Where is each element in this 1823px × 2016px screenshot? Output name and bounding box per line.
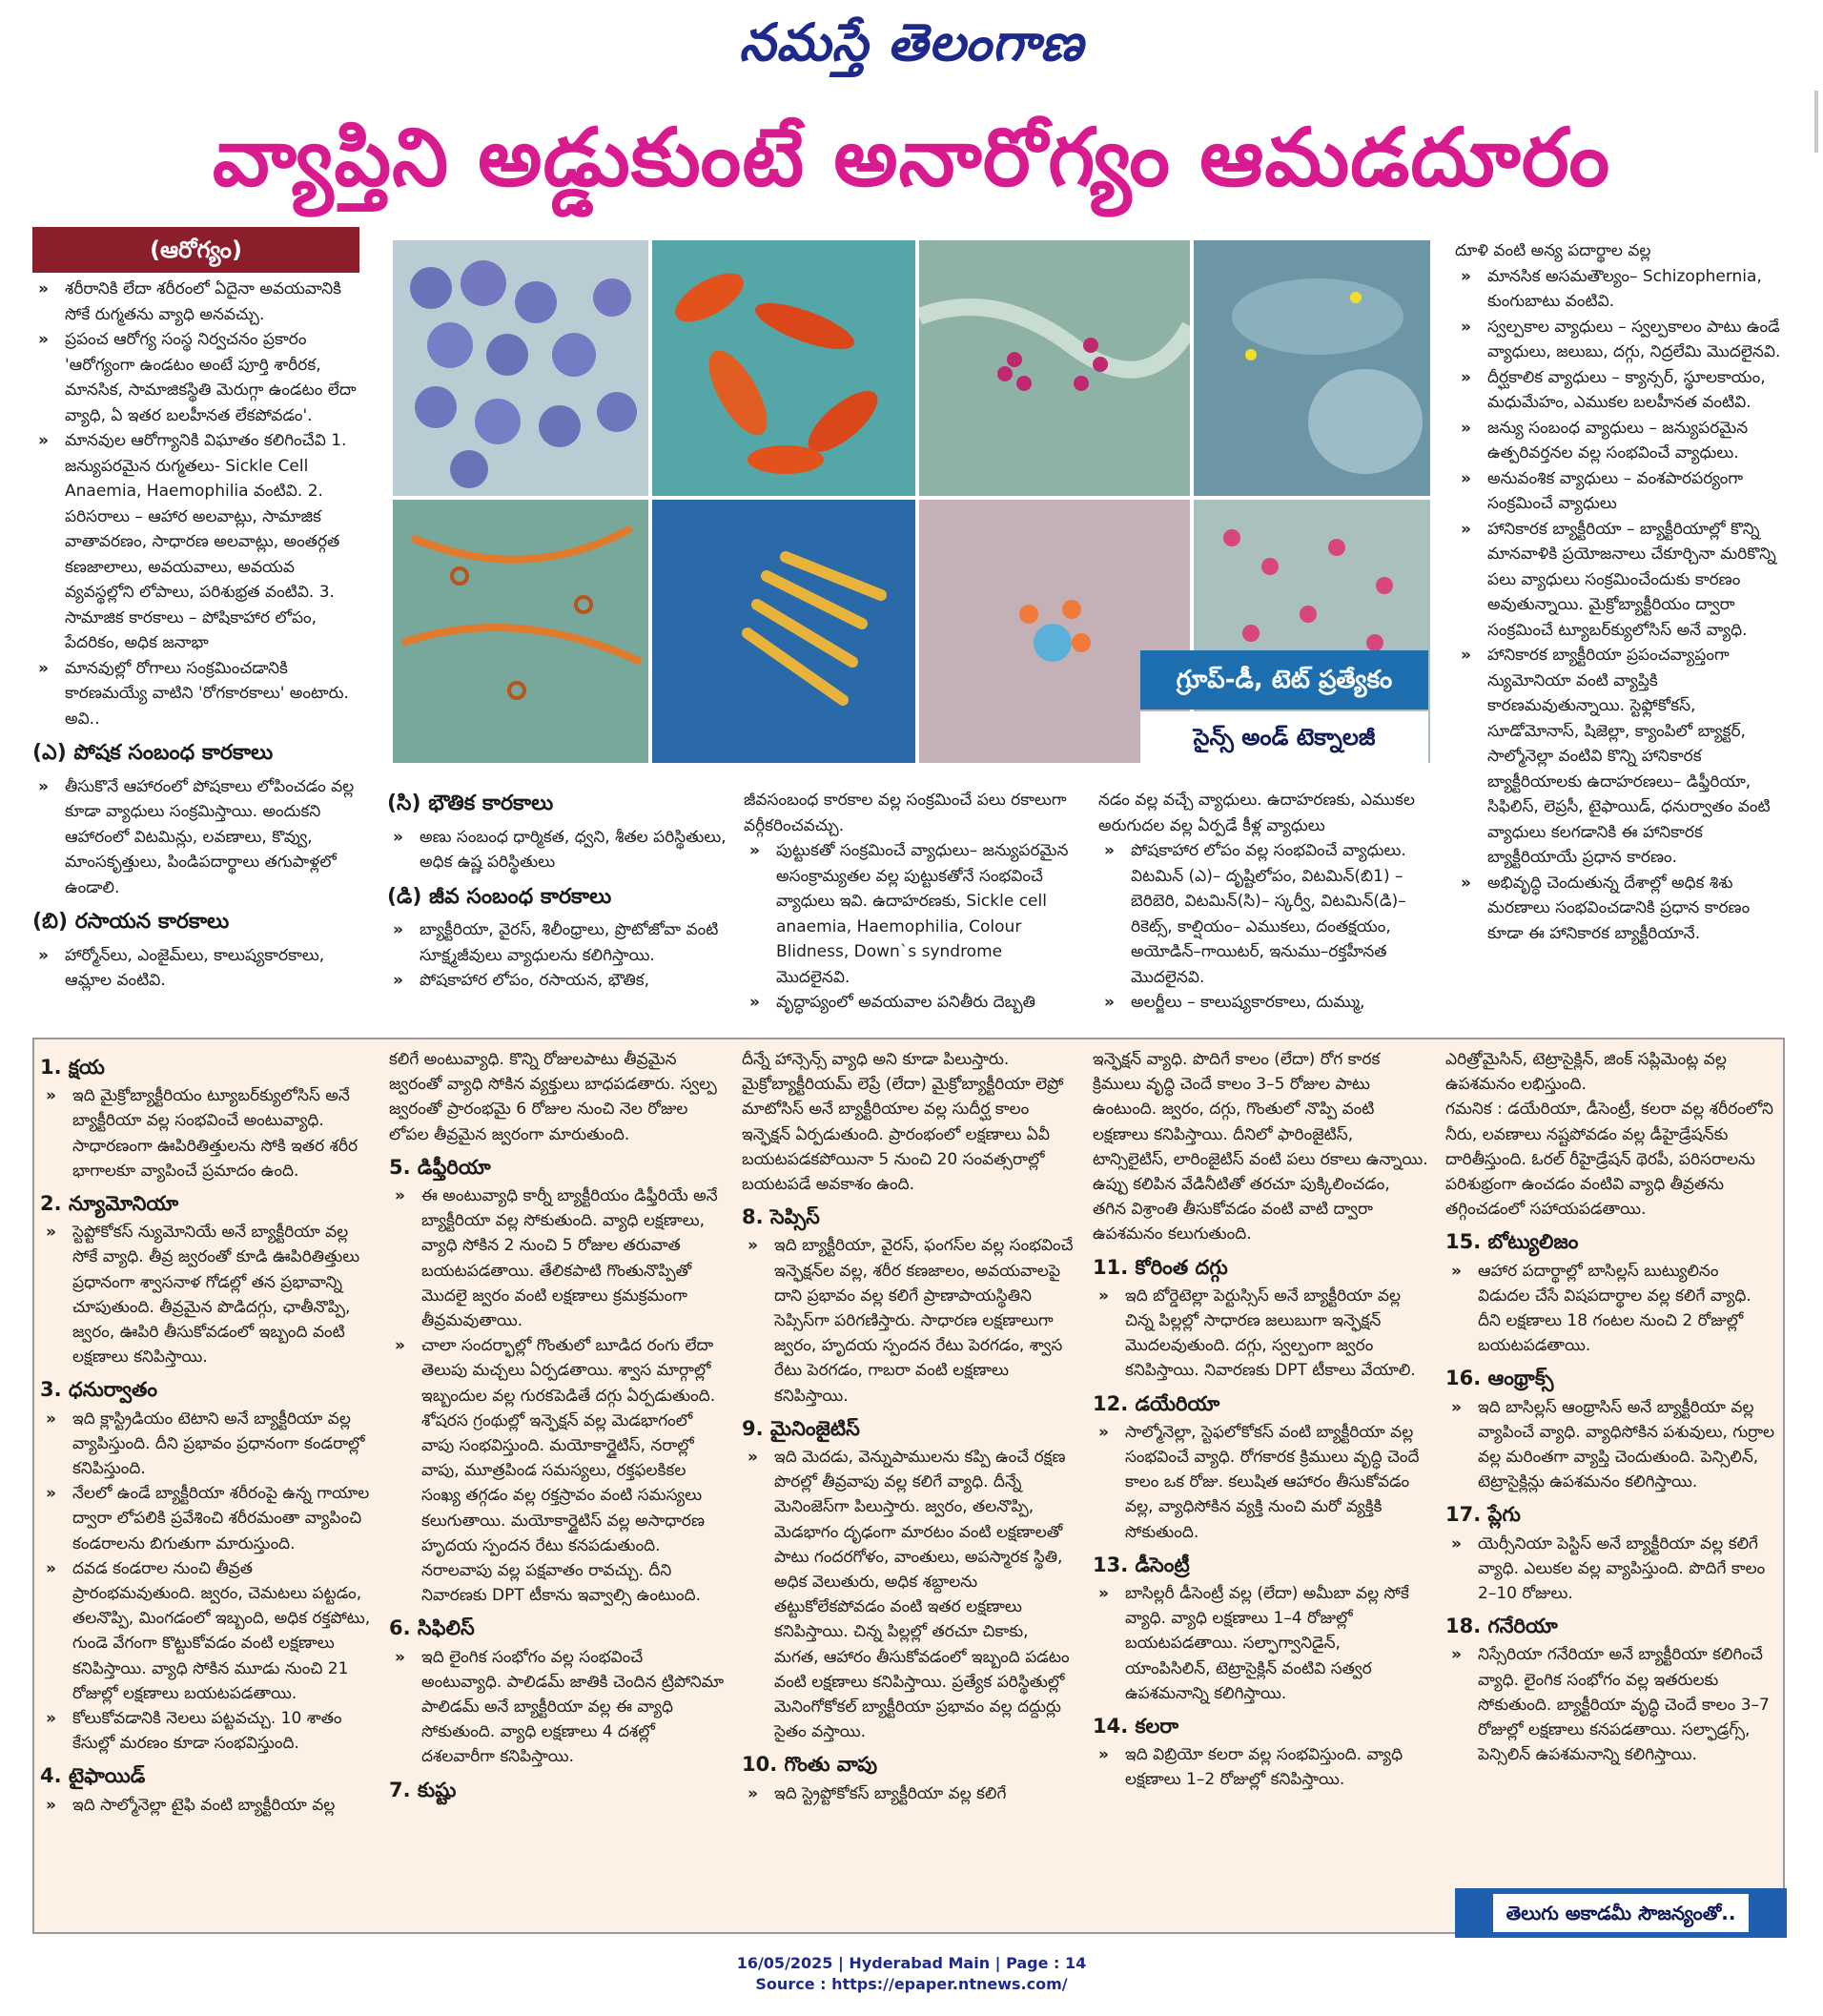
disease-heading: 8. సెప్సిస్ bbox=[742, 1205, 820, 1229]
paragraph: » సాల్మోనెల్లా, స్టెఫలోకోకస్ వంటి బ్యాక్టీరియా వల్ల సంభవించే వ్యాధి. రోగకారక క్రిములు వృద్ధి చెందే కాలం ఒక రోజు. కలుషిత ఆహారం తీసుకోవడం వల్ల, వ్యాధిసోకిన వ్యక్తి నుంచి మరో వ్యక్తికి సోకుతుంది. bbox=[1093, 1420, 1428, 1545]
paragraph: » మానవుల ఆరోగ్యానికి విఘాతం కలిగించేవి 1. జన్యుపరమైన రుగ్మతలు- Sickle Cell Anaemia, Haemophilia వంటివి. 2. పరిసరాలు – ఆహార అలవాట్లు, సామాజిక వాతావరణం, సాధారణ అలవాట్లు, అంతర్గత కణజాలాలు, అవయవాలు, అవయవ వ్యవస్థల్లోని లోపాలు, పరిశుభ్రత వంటివి. 3. సామాజిక కారకాలు – పోషికాహార లోపం, పేదరికం, అధిక జనాభా bbox=[32, 428, 361, 656]
photo-virus-blue bbox=[393, 240, 648, 496]
credit-box bbox=[1455, 1888, 1787, 1938]
diseases-box bbox=[32, 1038, 1785, 1934]
note: గమనిక : డయేరియా, డీసెంట్రీ, కలరా వల్ల శరీరంలోని నీరు, లవణాలు నష్టపోవడం వల్ల డీహైడ్రేషన్‌కు దారితీస్తుంది. ఓరల్ రీహైడ్రేషన్ థెరపీ, పరిసరాలను పరిశుభ్రంగా ఉంచడం వంటివి వ్యాధి తీవ్రతను తగ్గించడంలో సహాయపడతాయి. bbox=[1445, 1100, 1773, 1220]
paragraph: » స్టెప్టోకోకస్ న్యుమోనియే అనే బ్యాక్టీరియా వల్ల సోకే వ్యాధి. తీవ్ర జ్వరంతో కూడి ఊపిరితిత్తులు ప్రధానంగా శ్వాసనాళ గోడల్లో తన ప్రభావాన్ని చూపుతుంది. తీవ్రమైన పొడిదగ్గు, ఛాతీనొప్పి, జ్వరం, ఊపిరి తీసుకోవడంలో ఇబ్బంది వంటి లక్షణాలు కనిపిస్తాయి. bbox=[40, 1220, 374, 1369]
scrollbar[interactable] bbox=[1814, 91, 1818, 153]
disease-heading: 1. క్షయ bbox=[40, 1056, 105, 1079]
paragraph: » బాసిల్లరీ డీసెంట్రీ వల్ల (లేదా) అమీబా వల్ల సోకే వ్యాధి. వ్యాధి లక్షణాలు 1–4 రోజుల్లో బయటపడతాయి. సల్ఫాగ్వానిడైన్, యాంపిసిలిన్, టెట్రాసైక్లిన్ వంటివి సత్వర ఉపశమనాన్ని కలిగిస్తాయి. bbox=[1093, 1581, 1428, 1706]
paragraph: » అణు సంబంధ ధార్మికత, ధ్వని, శీతల పరిస్థితులు, అధిక ఉష్ణ పరిస్థితులు bbox=[387, 825, 740, 875]
disease-heading: 11. కోరింత దగ్గు bbox=[1093, 1255, 1228, 1279]
diseases-column-4 bbox=[1093, 1047, 1428, 1793]
subheading: (సి) భౌతిక కారకాలు bbox=[387, 792, 554, 815]
paragraph: » ఇది సాల్మోనెల్లా టైఫి వంటి బ్యాక్టీరియా వల్ల bbox=[40, 1793, 374, 1818]
disease-heading: 13. డీసెంట్రీ bbox=[1093, 1553, 1190, 1576]
diseases-column-2 bbox=[389, 1047, 725, 1806]
paragraph: » అనువంశిక వ్యాధులు – వంశపారపర్యంగా సంక్రమించే వ్యాధులు bbox=[1455, 466, 1789, 517]
paragraph: » ఆహార పదార్థాల్లో బాసిల్లస్ బుట్యులినం విడుదల చేసే విషపదార్థాల వల్ల కలిగే వ్యాధి. దీని లక్షణాలు 18 గంటల నుంచి 2 రోజుల్లో బయటపడతాయి. bbox=[1445, 1259, 1775, 1359]
paragraph: » పోషకాహార లోపం, రసాయన, భౌతిక, bbox=[387, 968, 740, 994]
article-column-5 bbox=[1455, 238, 1789, 946]
masthead bbox=[0, 0, 1823, 91]
paragraph: ఇన్ఫెక్షన్ వ్యాధి. పొదిగే కాలం (లేదా) రోగ కారక క్రిములు వృద్ధి చెందే కాలం 3–5 రోజుల పాటు ఉంటుంది. జ్వరం, దగ్గు, గొంతులో నొప్పి వంటి లక్షణాలు కనిపిస్తాయి. దీనిలో ఫారింజైటిస్, టాన్సిలైటిస్, లారింజైటిస్ వంటి పలు రకాలు ఉన్నాయి. ఉప్పు కలిపిన వేడినీటితో తరచూ పుక్కిలించడం, తగిన విశ్రాంతి తీసుకోవడం వంటి వాటి ద్వారా ఉపశమనం కలుగుతుంది. bbox=[1093, 1050, 1428, 1245]
paragraph: » అలర్జీలు – కాలుష్యకారకాలు, దుమ్ము, bbox=[1098, 990, 1432, 1016]
paragraph: » ఇది క్లాస్ట్రిడియం టెటాని అనే బ్యాక్టీరియా వల్ల వ్యాపిస్తుంది. దీని ప్రభావం ప్రధానంగా కండరాల్లో కనిపిస్తుంది. bbox=[40, 1407, 374, 1482]
paragraph: » నిస్సేరియా గనేరియా అనే బ్యాక్టీరియా కలిగించే వ్యాధి. లైంగిక సంభోగం వల్ల ఇతరులకు సోకుతుంది. బ్యాక్టీరియా వృద్ధి చెందే కాలం 3–7 రోజుల్లో లక్షణాలు కనపడతాయి. సల్ఫాడ్రగ్స్, పెన్సిలిన్ ఉపశమనాన్ని కలిగిస్తాయి. bbox=[1445, 1642, 1775, 1767]
photo-bacteria-orange bbox=[652, 240, 915, 496]
subheading: (బి) రసాయన కారకాలు bbox=[32, 910, 230, 934]
paragraph: » ఇది బ్యాక్టీరియా, వైరస్, ఫంగస్‌ల వల్ల సంభవించే ఇన్ఫెక్షన్‌ల వల్ల, శరీర కణజాలం, అవయవాలపై దాని ప్రభావం వల్ల కలిగే ప్రాణాపాయస్థితిని సెప్సిస్‌గా పరిగణిస్తారు. సాధారణ లక్షణాలుగా జ్వరం, హృదయ స్పందన రేటు పెరగడం, శ్వాస రేటు పెరగడం, గాబరా వంటి లక్షణాలు కనిపిస్తాయి. bbox=[742, 1233, 1077, 1408]
paragraph: » వృద్ధాప్యంలో అవయవాల పనితీరు దెబ్బతి bbox=[744, 990, 1079, 1016]
paragraph: » హానికారక బ్యాక్టీరియా ప్రపంచవ్యాప్తంగా న్యుమోనియా వంటి వ్యాప్తికి కారణమవుతున్నాయి. స్టెఫ్లోకోకస్, సూడోమోనాస్, షిజెల్లా, క్యాంపిలో బ్యాక్టర్, సాల్మోనెల్లా వంటివి కొన్ని హానికారక బ్యాక్టీరియాలకు ఉదాహరణలు– డిఫ్తీరియా, సిఫిలిస్, లెప్రసీ, టైఫాయిడ్, ధనుర్వాతం వంటి వ్యాధులు కలగడానికి ఈ హానికారక బ్యాక్టీరియాయే ప్రధాన కారణం. bbox=[1455, 643, 1789, 871]
disease-heading: 2. న్యూమోనియా bbox=[40, 1192, 179, 1216]
paragraph: దీన్నే హాన్సెన్స్ వ్యాధి అని కూడా పిలుస్తారు. మైక్రోబ్యాక్టీరియమ్ లెప్రే (లేదా) మైక్రోబ్యాక్టీరియా లెప్రో మాటోసిస్ అనే బ్యాక్టీరియాల వల్ల సుదీర్ఘ కాలం ఇన్ఫెక్షన్ ఏర్పడుతుంది. ప్రారంభంలో లక్షణాలు ఏవీ బయటపడకపోయినా 5 నుంచి 20 సంవత్సరాల్లో బయటపడే అవకాశం ఉంది. bbox=[742, 1050, 1064, 1195]
source-link[interactable]: Source : https://epaper.ntnews.com/ bbox=[755, 1975, 1068, 1993]
paragraph: » బ్యాక్టీరియా, వైరస్, శిలీంధ్రాలు, ప్రొటోజోవా వంటి సూక్ష్మజీవులు వ్యాధులను కలిగిస్తాయి. bbox=[387, 917, 740, 968]
paragraph: » దీర్ఘకాలిక వ్యాధులు – క్యాన్సర్, స్థూలకాయం, మధుమేహం, ఎముకల బలహీనత వంటివి. bbox=[1455, 365, 1789, 416]
photo-cells-pink bbox=[919, 240, 1190, 496]
paragraph: » మానవుల్లో రోగాలు సంక్రమించడానికి కారణమయ్యే వాటిని 'రోగకారకాలు' అంటారు. అవి.. bbox=[32, 656, 361, 732]
paragraph: » ఇది విబ్రియో కలరా వల్ల సంభవిస్తుంది. వ్యాధి లక్షణాలు 1–2 రోజుల్లో కనిపిస్తాయి. bbox=[1093, 1742, 1428, 1792]
diseases-column-1 bbox=[40, 1047, 374, 1818]
article-column-1 bbox=[32, 277, 361, 994]
disease-heading: 15. బోట్యులిజం bbox=[1445, 1230, 1579, 1254]
paragraph: » పుట్టుకతో సంక్రమించే వ్యాధులు– జన్యుపరమైన అసంక్రామ్యతల వల్ల పుట్టుకతోనే సంభవించే వ్యాధులు ఇవి. ఉదాహరణకు, Sickle cell anaemia, Haemophilia, Colour Blidness, Down`s syndrome మొదలైనవి. bbox=[744, 838, 1079, 990]
paragraph: » దవడ కండరాల నుంచి తీవ్రత ప్రారంభమవుతుంది. జ్వరం, చెమటలు పట్టడం, తలనొప్పి, మింగడంలో ఇబ్బంది, అధిక రక్తపోటు, గుండె వేగంగా కొట్టుకోవడం వంటి లక్షణాలు కనిపిస్తాయి. వ్యాధి సోకిన మూడు నుంచి 21 రోజుల్లో లక్షణాలు బయటపడతాయి. bbox=[40, 1556, 374, 1706]
paragraph: » యెర్సీనియా పెస్టిస్ అనే బ్యాక్టీరియా వల్ల కలిగే వ్యాధి. ఎలుకల వల్ల వ్యాపిస్తుంది. పొదిగే కాలం 2–10 రోజులు. bbox=[1445, 1532, 1775, 1607]
page-info: 16/05/2025 | Hyderabad Main | Page : 14 bbox=[736, 1954, 1087, 1972]
paragraph: » ఇది బోర్డెటెల్లా పెర్టుస్సిస్ అనే బ్యాక్టీరియా వల్ల చిన్న పిల్లల్లో సాధారణ జలుబుగా ఇన్ఫెక్షన్ మొదలవుతుంది. దగ్గు, స్వల్పంగా జ్వరం కనిపిస్తాయి. నివారణకు DPT టీకాలు వేయాలి. bbox=[1093, 1284, 1428, 1384]
paragraph: » నేలలో ఉండే బ్యాక్టీరియా శరీరంపై ఉన్న గాయాల ద్వారా లోపలికి ప్రవేశించి శరీరమంతా వ్యాపించి కండరాలను బిగుతుగా మారుస్తుంది. bbox=[40, 1481, 374, 1556]
photo-bacteria-yellow bbox=[652, 500, 915, 763]
section-label: (ఆరోగ్యం) bbox=[32, 227, 359, 273]
paragraph: » జన్యు సంబంధ వ్యాధులు – జన్యుపరమైన ఉత్పరివర్తనల వల్ల సంభవించే వ్యాధులు. bbox=[1455, 416, 1789, 466]
footer bbox=[0, 1953, 1823, 1995]
photo-cells-orange-dots bbox=[393, 500, 648, 763]
paragraph: నడం వల్ల వచ్చే వ్యాధులు. ఉదాహరణకు, ఎముకల అరుగుదల వల్ల ఏర్పడే కీళ్ల వ్యాధులు bbox=[1098, 791, 1415, 835]
disease-heading: 12. డయేరియా bbox=[1093, 1391, 1220, 1415]
paragraph: » ఈ అంటువ్యాధి కార్నీ బ్యాక్టీరియం డిఫ్తీరియే అనే బ్యాక్టీరియా వల్ల సోకుతుంది. వ్యాధి లక్షణాలు, వ్యాధి సోకిన 2 నుంచి 5 రోజుల తరువాత బయటపడతాయి. తేలికపాటి గొంతునొప్పితో మొదలై జ్వరం వంటి లక్షణాలు క్రమక్రమంగా తీవ్రమవుతాయి. bbox=[389, 1183, 725, 1333]
paragraph: » ఇది మైక్రోబ్యాక్టీరియం ట్యూబర్‌క్యులోసిస్ అనే బ్యాక్టీరియా వల్ల సంభవించే అంటువ్యాధి. సాధారణంగా ఊపిరితిత్తులను సోకి ఇతర శరీర భాగాలకూ వ్యాపించే ప్రమాదం ఉంది. bbox=[40, 1083, 374, 1183]
disease-heading: 5. డిఫ్తీరియా bbox=[389, 1155, 491, 1179]
diseases-column-3 bbox=[742, 1047, 1077, 1806]
photo-cells-teal bbox=[1194, 240, 1430, 496]
disease-heading: 9. మైనింజైటిస్ bbox=[742, 1416, 860, 1440]
paragraph: » ప్రపంచ ఆరోగ్య సంస్థ నిర్వచనం ప్రకారం 'ఆరోగ్యంగా ఉండటం అంటే పూర్తి శారీరక, మానసిక, సామాజికస్థితి మెరుగ్గా ఉండటం లేదా వ్యాధి, ఏ ఇతర బలహీనత లేకపోవడం'. bbox=[32, 327, 361, 428]
disease-heading: 6. సిఫిలిస్ bbox=[389, 1616, 475, 1640]
disease-heading: 10. గొంతు వాపు bbox=[742, 1753, 878, 1777]
disease-heading: 4. టైఫాయిడ్ bbox=[40, 1764, 146, 1788]
disease-heading: 17. ప్లేగు bbox=[1445, 1503, 1521, 1527]
disease-heading: 16. ఆంథ్రాక్స్ bbox=[1445, 1367, 1554, 1390]
subject-tag: సైన్స్ అండ్ టెక్నాలజీ bbox=[1140, 711, 1428, 763]
article-column-3 bbox=[744, 788, 1079, 1016]
subheading: (ఎ) పోషక సంబంధ కారకాలు bbox=[32, 741, 274, 765]
paragraph: » పోషకాహార లోపం వల్ల సంభవించే వ్యాధులు. విటమిన్ (ఎ)– దృష్టిలోపం, విటమిన్(బి1) – బెరిబెరి, విటమిన్(సి)– స్కర్వీ, విటమిన్(డి)– రికెట్స్, కాల్షియం– ఎముకలు, దంతక్షయం, అయోడిన్–గాయిటర్, ఇనుము–రక్తహీనత మొదలైనవి. bbox=[1098, 838, 1432, 990]
credit-text: తెలుగు అకాడమీ సౌజన్యంతో.. bbox=[1493, 1894, 1750, 1932]
paragraph: » అభివృద్ధి చెందుతున్న దేశాల్లో అధిక శిశు మరణాలు సంభవించడానికి ప్రధాన కారణం కూడా ఈ హానికారక బ్యాక్టీరియానే. bbox=[1455, 871, 1789, 947]
disease-heading: 3. ధనుర్వాతం bbox=[40, 1378, 158, 1402]
paragraph: కలిగే అంటువ్యాధి. కొన్ని రోజులపాటు తీవ్రమైన జ్వరంతో వ్యాధి సోకిన వ్యక్తులు బాధపడతారు. స్వల్ప జ్వరంతో ప్రారంభమై 6 రోజుల నుంచి నెల రోజుల లోపల తీవ్రమైన జ్వరంగా మారుతుంది. bbox=[389, 1050, 717, 1144]
paragraph: జీవసంబంధ కారకాల వల్ల సంక్రమించే పలు రకాలుగా వర్గీకరించవచ్చు. bbox=[744, 791, 1067, 835]
paragraph: » హానికారక బ్యాక్టీరియా – బ్యాక్టీరియాల్లో కొన్ని మానవాళికి ప్రయోజనాలు చేకూర్చినా మరికొన్ని పలు వ్యాధులు సంక్రమించేందుకు కారణం అవుతున్నాయి. మైక్రోబ్యాక్టీరియం ద్వారా సంక్రమించే ట్యూబర్‌క్యులోసిస్ అనే వ్యాధి. bbox=[1455, 517, 1789, 644]
paragraph: » కోలుకోవడానికి నెలలు పట్టవచ్చు. 10 శాతం కేసుల్లో మరణం కూడా సంభవిస్తుంది. bbox=[40, 1706, 374, 1756]
disease-heading: 18. గనేరియా bbox=[1445, 1615, 1558, 1638]
paragraph: » ఇది మెదడు, వెన్నుపాములను కప్పి ఉంచే రక్షణ పొరల్లో తీవ్రవాపు వల్ల కలిగే వ్యాధి. దీన్నే మెనింజెస్‌గా పిలుస్తారు. జ్వరం, తలనొప్పి, మెడభాగం దృఢంగా మారటం వంటి లక్షణాలతో పాటు గందరగోళం, వాంతులు, అపస్మారక స్థితి, అధిక వెలుతురు, అధిక శబ్దాలను తట్టుకోలేకపోవడం వంటి ఇతర లక్షణాలు కనిపిస్తాయి. చిన్న పిల్లల్లో తరచూ చికాకు, మగత, ఆహారం తీసుకోవడంలో ఇబ్బంది పడటం వంటి లక్షణాలు కనిపిస్తాయి. ప్రత్యేక పరిస్థితుల్లో మెనింగోకోకల్ బ్యాక్టీరియా ప్రభావం వల్ల దద్దుర్లు సైతం వస్తాయి. bbox=[742, 1445, 1077, 1744]
paragraph: » హార్మోన్‌లు, ఎంజైమ్‌లు, కాలుష్యకారకాలు, ఆమ్లాల వంటివి. bbox=[32, 943, 361, 994]
article-column-4 bbox=[1098, 788, 1432, 1016]
paragraph: » ఇది లైంగిక సంభోగం వల్ల సంభవించే అంటువ్యాధి. పాలిడమ్ జాతికి చెందిన ట్రిపోనిమా పాలిడమ్ అనే బ్యాక్టీరియా వల్ల ఈ వ్యాధి సోకుతుంది. వ్యాధి లక్షణాలు 4 దశల్లో దశలవారీగా కనిపిస్తాయి. bbox=[389, 1645, 725, 1770]
paragraph: » మానసిక అసమతౌల్యం– Schizophernia, కుంగుబాటు వంటివి. bbox=[1455, 264, 1789, 315]
paragraph: » ఇది స్ట్రెప్టోకోకస్ బ్యాక్టీరియా వల్ల కలిగే bbox=[742, 1781, 1077, 1806]
diseases-column-5 bbox=[1445, 1047, 1775, 1767]
article-column-2 bbox=[387, 788, 740, 994]
exam-tag: గ్రూప్-డీ, టెట్ ప్రత్యేకం bbox=[1140, 650, 1428, 710]
paragraph: దూళి వంటి అన్య పదార్థాల వల్ల bbox=[1455, 241, 1651, 260]
paragraph: » చాలా సందర్భాల్లో గొంతులో బూడిద రంగు లేదా తెలుపు మచ్చలు ఏర్పడతాయి. శ్వాస మార్గాల్లో ఇబ్బందుల వల్ల గురకపెడితే దగ్గు ఏర్పడుతుంది. శోషరస గ్రంథుల్లో ఇన్ఫెక్షన్ వల్ల మెడభాగంలో వాపు సంభవిస్తుంది. మయోకార్డైటిస్, నరాల్లో వాపు, మూత్రపిండ సమస్యలు, రక్తఫలకికల సంఖ్య తగ్గడం వల్ల రక్తస్రావం వంటి సమస్యలు కలుగుతాయి. మయోకార్డైటిస్ వల్ల అసాధారణ హృదయ స్పందన రేటు కనపడుతుంది. నరాలవాపు వల్ల పక్షవాతం రావచ్చు. దీని నివారణకు DPT టీకాను ఇవ్వాల్సి ఉంటుంది. bbox=[389, 1333, 725, 1608]
masthead-logo: నమస్తే తెలంగాణ bbox=[739, 11, 1084, 72]
headline: వ్యాప్తిని అడ్డుకుంటే అనారోగ్యం ఆమడదూరం bbox=[212, 111, 1611, 204]
disease-heading: 14. కలరా bbox=[1093, 1715, 1179, 1738]
paragraph: » ఇది బాసిల్లస్ ఆంథ్రాసిస్ అనే బ్యాక్టీరియా వల్ల వ్యాపించే వ్యాధి. వ్యాధిసోకిన పశువులు, గుర్రాల వల్ల మరింతగా వ్యాప్తి చెందుతుంది. పెన్సిలిన్, టెట్రాసైక్లిన్లు ఉపశమనం కలిగిస్తాయి. bbox=[1445, 1395, 1775, 1495]
paragraph: » స్వల్పకాల వ్యాధులు – స్వల్పకాలం పాటు ఉండే వ్యాధులు, జలుబు, దగ్గు, నిద్రలేమి మొదలైనవి. bbox=[1455, 315, 1789, 365]
paragraph: » తీసుకొనే ఆహారంలో పోషకాలు లోపించడం వల్ల కూడా వ్యాధులు సంక్రమిస్తాయి. అందుకని ఆహారంలో విటమిన్లు, లవణాలు, కొవ్వు, మాంసకృత్తులు, పిండిపదార్థాలు తగుపాళ్లలో ఉండాలి. bbox=[32, 774, 361, 901]
subheading: (డి) జీవ సంబంధ కారకాలు bbox=[387, 884, 612, 909]
disease-heading: 7. కుష్టు bbox=[389, 1778, 457, 1801]
paragraph: » శరీరానికి లేదా శరీరంలో ఏదైనా అవయవానికి సోకే రుగ్మతను వ్యాధి అనవచ్చు. bbox=[32, 277, 361, 327]
paragraph: ఎరిత్రోమైసిన్, టెట్రాసైక్లిన్, జింక్ సప్లిమెంట్ల వల్ల ఉపశమనం లభిస్తుంది. bbox=[1445, 1050, 1727, 1095]
